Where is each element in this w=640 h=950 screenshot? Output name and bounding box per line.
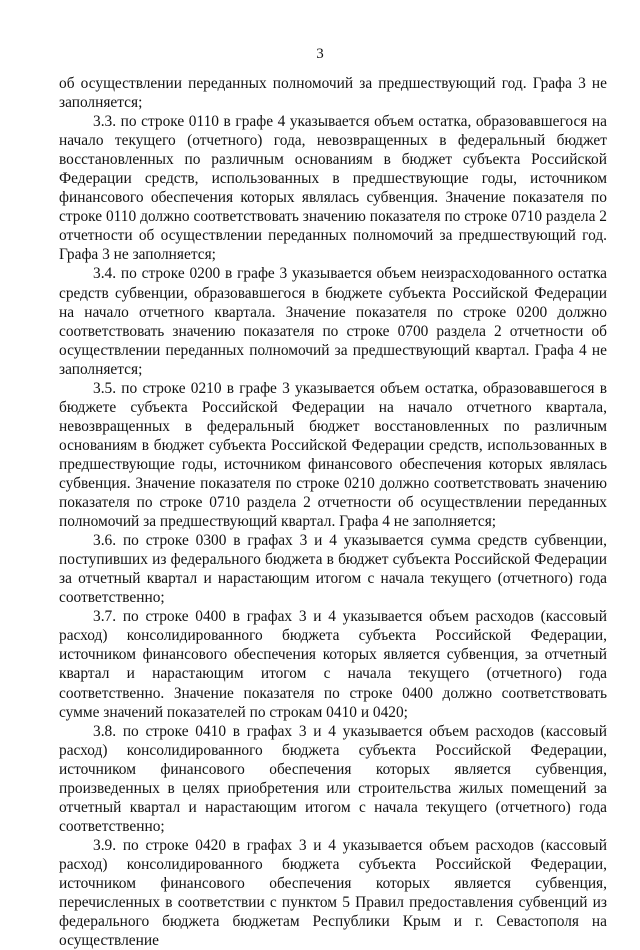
paragraph-3-3: 3.3. по строке 0110 в графе 4 указывается объем остатка, образовавшегося на начало текущего (отчетного) года, невозвращенных в федеральный бюджет восстановленных по различным основаниям в бюджет субъекта Российской Федерации средств, использованных в предшествующие годы, источником финансового обеспечения которых являлась субвенция. Значение показателя по строке 0110 должно соответствовать значению показателя по строке 0710 раздела 2 отчетности об осуществлении переданных полномочий за предшествующий год. Графа 3 не заполняется; <box>59 113 607 264</box>
paragraph-3-5: 3.5. по строке 0210 в графе 3 указывается объем остатка, образовавшегося в бюджете субъекта Российской Федерации на начало отчетного квартала, невозвращенных в федеральный бюджет восстановленных по различным основаниям в бюджет субъекта Российской Федерации средств, использованных в предшествующие годы, источником финансового обеспечения которых являлась субвенция. Значение показателя по строке 0210 должно соответствовать значению показателя по строке 0710 раздела 2 отчетности об осуществлении переданных полномочий за предшествующий квартал. Графа 4 не заполняется; <box>59 379 607 531</box>
paragraph-3-4: 3.4. по строке 0200 в графе 3 указывается объем неизрасходованного остатка средств субвенции, образовавшегося в бюджете субъекта Российской Федерации на начало отчетного квартала. Значение показателя по строке 0200 должно соответствовать значению показателя по строке 0700 раздела 2 отчетности об осуществлении переданных полномочий за предшествующий квартал. Графа 4 не заполняется; <box>59 265 607 378</box>
paragraph-3-6: 3.6. по строке 0300 в графах 3 и 4 указывается сумма средств субвенции, поступивших из федерального бюджета в бюджет субъекта Российской Федерации за отчетный квартал и нарастающим итогом с начала текущего (отчетного) года соответственно; <box>59 532 607 607</box>
document-body <box>59 74 607 950</box>
paragraph-3-9: 3.9. по строке 0420 в графах 3 и 4 указывается объем расходов (кассовый расход) консолидированного бюджета субъекта Российской Федерации, источником финансового обеспечения которых является субвенция, перечисленных в соответствии с пунктом 5 Правил предоставления субвенций из федерального бюджета бюджетам Республики Крым и г. Севастополя на осуществление <box>59 836 607 950</box>
paragraph-continuation: об осуществлении переданных полномочий за предшествующий год. Графа 3 не заполняется; <box>59 75 607 112</box>
paragraph-3-7: 3.7. по строке 0400 в графах 3 и 4 указывается объем расходов (кассовый расход) консолидированного бюджета субъекта Российской Федерации, источником финансового обеспечения которых является субвенция, за отчетный квартал и нарастающим итогом с начала текущего (отчетного) года соответственно. Значение показателя по строке 0400 должно соответствовать сумме значений показателей по строкам 0410 и 0420; <box>59 608 607 721</box>
page-number: 3 <box>316 46 324 62</box>
paragraph-3-8: 3.8. по строке 0410 в графах 3 и 4 указывается объем расходов (кассовый расход) консолидированного бюджета субъекта Российской Федерации, источником финансового обеспечения которых является субвенция, произведенных в целях приобретения или строительства жилых помещений за отчетный квартал и нарастающим итогом с начала текущего (отчетного) года соответственно; <box>59 722 607 835</box>
